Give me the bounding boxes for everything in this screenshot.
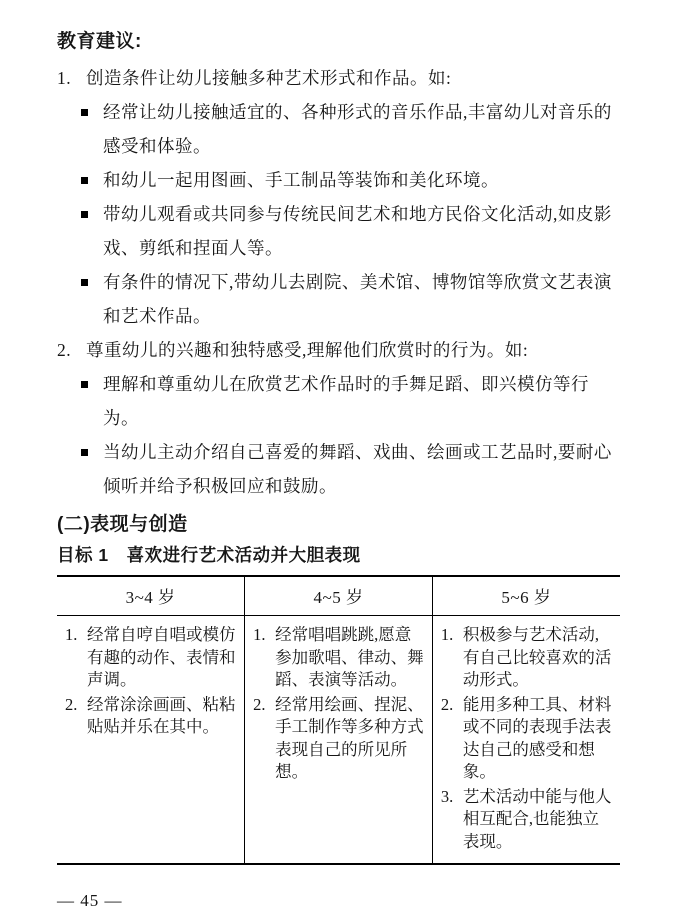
item-number: 1. [57,68,72,88]
bullet-item [57,197,620,265]
bullet-text: 理解和尊重幼儿在欣赏艺术作品时的手舞足蹈、即兴模仿等行为。 [103,374,589,428]
item-text: 尊重幼儿的兴趣和独特感受,理解他们欣赏时的行为。如: [86,340,529,360]
table-cell-age-4-5 [245,616,433,865]
bullet-text: 带幼儿观看或共同参与传统民间艺术和地方民俗文化活动,如皮影戏、剪纸和捏面人等。 [103,204,612,258]
bullet-square-icon [81,211,88,218]
cell-item [62,694,237,739]
table-body-row [57,616,620,865]
table-cell-age-3-4 [57,616,245,865]
bullet-item [57,265,620,333]
goal-heading [57,542,620,567]
cell-item-number: 3. [440,786,454,806]
goal-text: 喜欢进行艺术活动并大胆表现 [126,545,361,565]
cell-item-number: 1. [65,625,78,644]
cell-item-text: 经常唱唱跳跳,愿意参加歌唱、律动、舞蹈、表演等活动。 [275,625,424,689]
column-header-age-5-6: 5~6 岁 [432,576,620,616]
cell-item-number: 1. [440,625,454,644]
bullet-item [57,163,620,197]
cell-item-text: 艺术活动中能与他人相互配合,也能独立表现。 [462,786,612,851]
cell-item [438,786,613,854]
bullet-item [57,95,620,163]
cell-item [438,694,613,784]
bullet-text: 有条件的情况下,带幼儿去剧院、美术馆、博物馆等欣赏文艺表演和艺术作品。 [103,272,612,326]
cell-item-text: 能用多种工具、材料或不同的表现手法表达自己的感受和想象。 [462,694,612,781]
bullet-square-icon [81,381,88,388]
cell-item-number: 2. [253,694,266,714]
education-suggestions-heading: 教育建议: [57,31,142,52]
item-number: 2. [57,340,72,360]
cell-item [62,624,237,692]
cell-item-text: 积极参与艺术活动,有自己比较喜欢的活动形式。 [462,625,612,689]
cell-item [438,624,613,692]
cell-item [250,624,425,692]
cell-item-text: 经常用绘画、捏泥、手工制作等多种方式表现自己的所见所想。 [275,694,424,781]
cell-item-number: 2. [440,694,454,714]
page-number: — 45 — [57,891,123,910]
column-header-age-4-5: 4~5 岁 [245,576,433,616]
bullet-text: 当幼儿主动介绍自己喜爱的舞蹈、戏曲、绘画或工艺品时,要耐心倾听并给予积极回应和鼓励。 [103,442,612,496]
bullet-text: 经常让幼儿接触适宜的、各种形式的音乐作品,丰富幼儿对音乐的感受和体验。 [103,102,612,156]
cell-item-text: 经常涂涂画画、粘粘贴贴并乐在其中。 [87,694,236,736]
section-heading-expression-creation: (二)表现与创造 [57,514,188,535]
bullet-item [57,435,620,503]
table-cell-age-5-6 [432,616,620,865]
bullet-square-icon [81,279,88,286]
numbered-item-2 [57,333,620,367]
bullet-square-icon [81,177,88,184]
cell-item-number: 2. [65,694,78,714]
table-header-row [57,576,620,616]
column-header-age-3-4: 3~4 岁 [57,576,245,616]
bullet-item [57,367,620,435]
goal-table [57,575,620,865]
bullet-square-icon [81,109,88,116]
cell-item-number: 1. [253,625,266,644]
goal-label: 目标 1 [57,545,109,565]
item-text: 创造条件让幼儿接触多种艺术形式和作品。如: [86,68,452,88]
numbered-item-1 [57,61,620,95]
bullet-text: 和幼儿一起用图画、手工制品等装饰和美化环境。 [103,170,499,190]
bullet-square-icon [81,449,88,456]
cell-item [250,694,425,784]
cell-item-text: 经常自哼自唱或模仿有趣的动作、表情和声调。 [87,625,236,689]
